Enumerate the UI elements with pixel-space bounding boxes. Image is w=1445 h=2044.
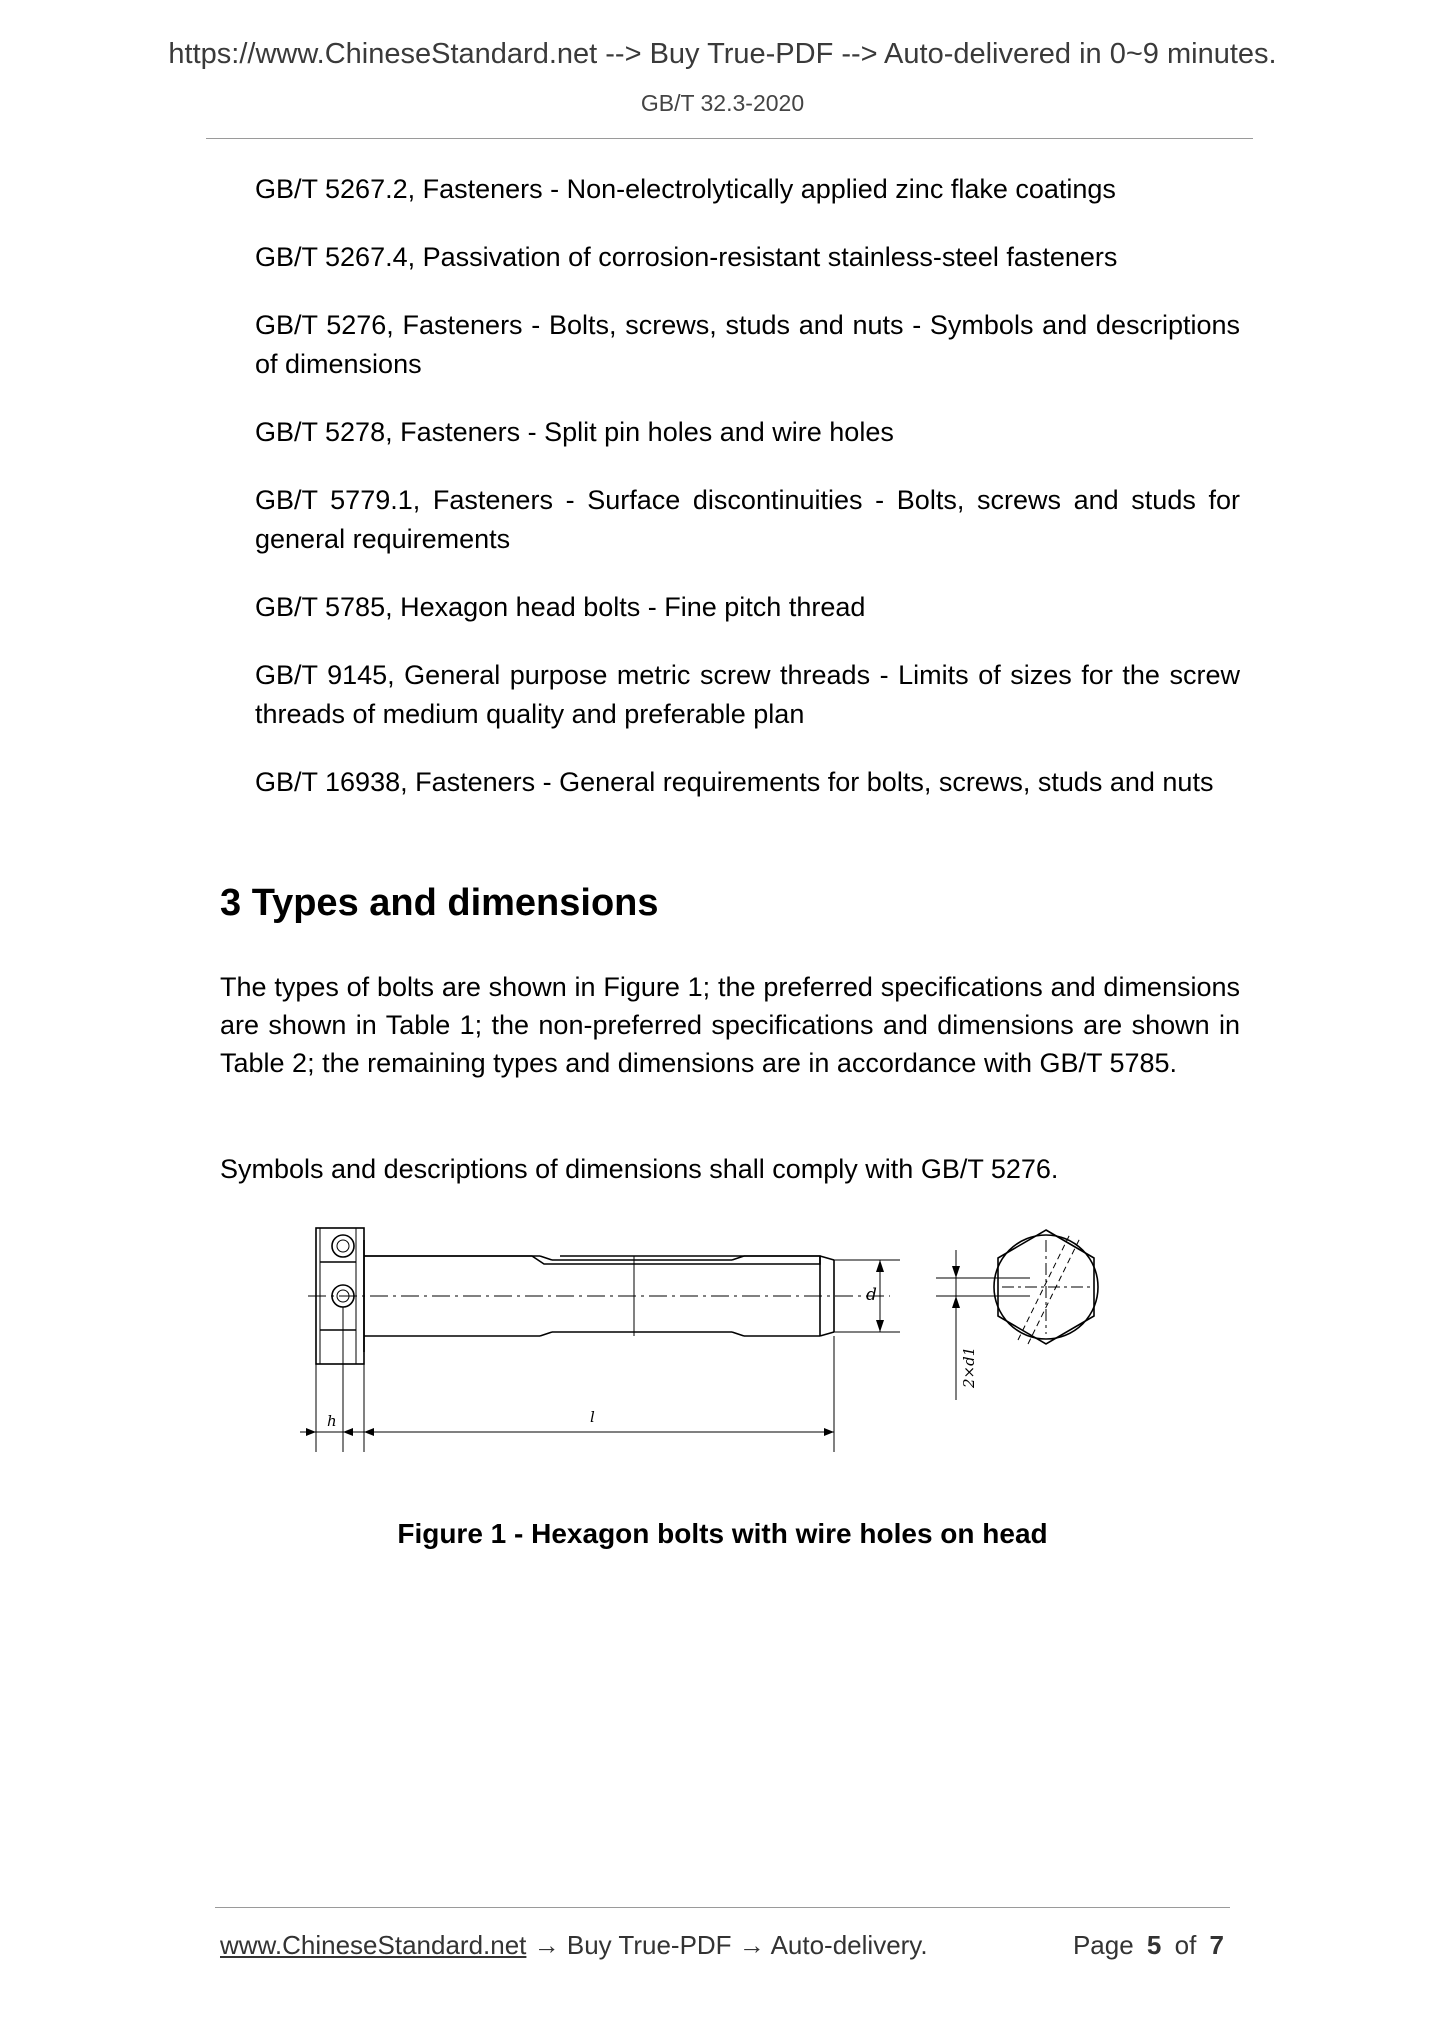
- page-word: Page: [1072, 1930, 1134, 1960]
- footer-tagline: → Buy True-PDF → Auto-delivery.: [526, 1930, 928, 1960]
- page-of: of: [1174, 1930, 1197, 1960]
- reference-item: GB/T 5276, Fasteners - Bolts, screws, studs and nuts - Symbols and descriptions of dimensions: [255, 310, 1240, 379]
- page-indicator: [1073, 1930, 1230, 1961]
- section-heading: 3 Types and dimensions: [220, 882, 659, 924]
- reference-item: GB/T 5785, Hexagon head bolts - Fine pitch thread: [255, 592, 866, 622]
- wire-hole-diameter-label: 2×d1: [960, 1346, 978, 1388]
- section-paragraph: Symbols and descriptions of dimensions shall comply with GB/T 5276.: [220, 1154, 1059, 1184]
- wire-hole-upper: [332, 1235, 354, 1257]
- bolt-drawing-figure: [300, 1220, 1180, 1480]
- page-total: 7: [1209, 1930, 1224, 1960]
- page-current: 5: [1146, 1930, 1162, 1960]
- reference-item: GB/T 5267.4, Passivation of corrosion-resistant stainless-steel fasteners: [255, 242, 1118, 272]
- section-paragraph: The types of bolts are shown in Figure 1; the preferred specifications and dimensions are shown in Table 1; the non-preferred specifications and dimensions are shown in Table 2; the remaining types and dimensions are in accordance with GB/T 5785.: [220, 972, 1240, 1078]
- website-link[interactable]: www.ChineseStandard.net: [220, 1930, 527, 1960]
- length-label: l: [590, 1408, 595, 1426]
- reference-item: GB/T 5779.1, Fasteners - Surface discontinuities - Bolts, screws and studs for general requirements: [255, 485, 1240, 554]
- header-divider: [206, 138, 1253, 139]
- document-number: GB/T 32.3-2020: [640, 90, 805, 116]
- source-banner[interactable]: https://www.ChineseStandard.net --> Buy True-PDF --> Auto-delivered in 0~9 minutes.: [168, 38, 1277, 70]
- footer-divider: [215, 1907, 1230, 1908]
- figure-caption: Figure 1 - Hexagon bolts with wire holes on head: [397, 1518, 1048, 1549]
- reference-item: GB/T 5267.2, Fasteners - Non-electrolytically applied zinc flake coatings: [255, 174, 1116, 204]
- diameter-label: d: [866, 1285, 877, 1305]
- normative-reference-list: [255, 170, 1240, 831]
- reference-item: GB/T 9145, General purpose metric screw threads - Limits of sizes for the screw threads of medium quality and preferable plan: [255, 660, 1240, 729]
- head-height-label: h: [327, 1412, 337, 1430]
- footer-source: [220, 1930, 928, 1961]
- reference-item: GB/T 5278, Fasteners - Split pin holes and wire holes: [255, 417, 894, 447]
- reference-item: GB/T 16938, Fasteners - General requirements for bolts, screws, studs and nuts: [255, 767, 1214, 797]
